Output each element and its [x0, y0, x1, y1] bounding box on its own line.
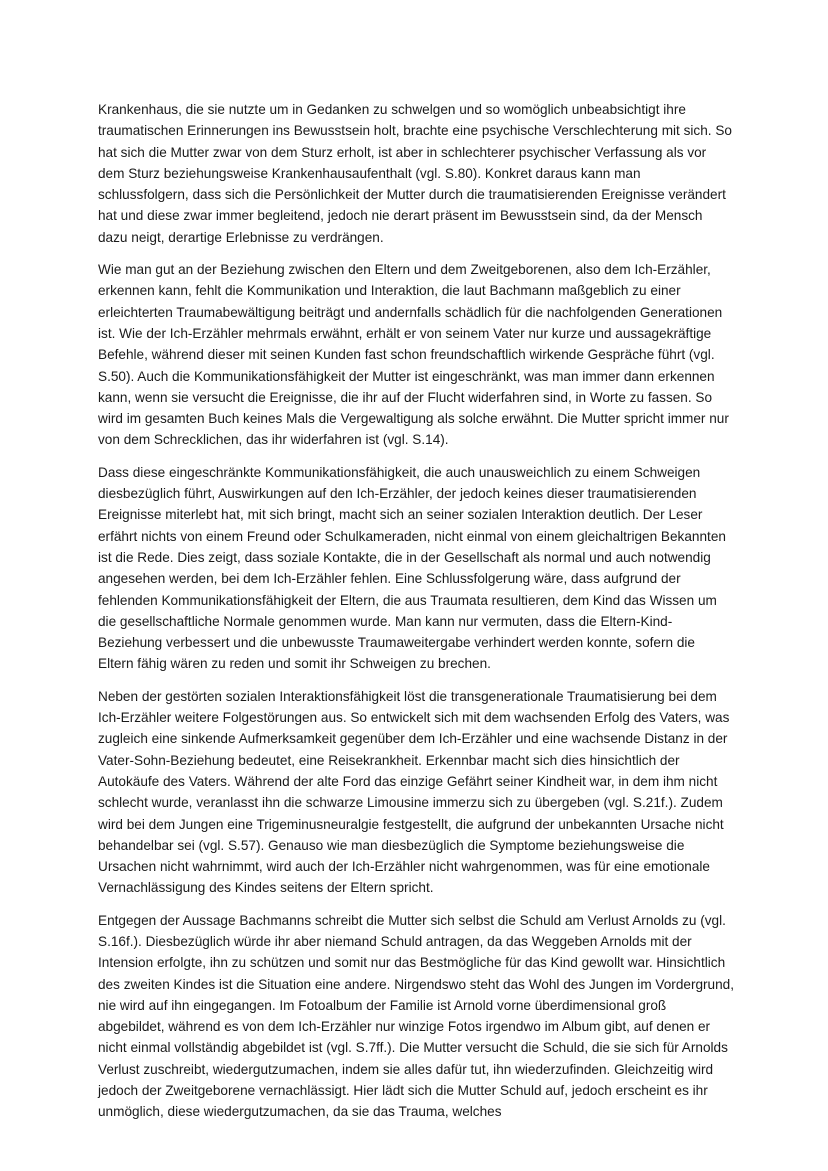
paragraph-5: Entgegen der Aussage Bachmanns schreibt die Mutter sich selbst die Schuld am Verlust Arnolds zu (vgl. S.16f.). Diesbezüglich würde ihr aber niemand Schuld antragen, da das Weggeben Arnolds mit der Intension erfolgte, ihn zu schützen und somit nur das Bestmögliche für das Kind gewollt war. Hinsichtlich des zweiten Kindes ist die Situation eine andere. Nirgendswo steht das Wohl des Jungen im Vordergrund, nie wird auf ihn eingegangen. Im Fotoalbum der Familie ist Arnold vorne überdimensional groß abgebildet, während es von dem Ich-Erzähler nur winzige Fotos irgendwo im Album gibt, auf denen er nicht einmal vollständig abgebildet ist (vgl. S.7ff.). Die Mutter versucht die Schuld, die sie sich für Arnolds Verlust zuschreibt, wiedergutzumachen, indem sie alles dafür tut, ihn wiederzufinden. Gleichzeitig wird jedoch der Zweitgeborene vernachlässigt. Hier lädt sich die Mutter Schuld auf, jedoch erscheint es ihr unmöglich, diese wiedergutzumachen, da sie das Trauma, welches [98, 912, 735, 1120]
paragraph-3: Dass diese eingeschränkte Kommunikationsfähigkeit, die auch unausweichlich zu einem Schweigen diesbezüglich führt, Auswirkungen auf den Ich-Erzähler, der jedoch keines dieser traumatisierenden Ereignisse miterlebt hat, mit sich bringt, macht sich an seiner sozialen Interaktion deutlich. Der Leser erfährt nichts von einem Freund oder Schulkameraden, nicht einmal von einem gleichaltrigen Bekannten ist die Rede. Dies zeigt, dass soziale Kontakte, die in der Gesellschaft als normal und auch notwendig angesehen werden, bei dem Ich-Erzähler fehlen. Eine Schlussfolgerung wäre, dass aufgrund der fehlenden Kommunikationsfähigkeit der Eltern, die aus Traumata resultieren, dem Kind das Wissen um die gesellschaftliche Normale genommen wurde. Man kann nur vermuten, dass die Eltern-Kind-Beziehung verbessert und die unbewusste Traumaweitergabe verhindert werden konnte, sofern die Eltern fähig wären zu reden und somit ihr Schweigen zu brechen. [98, 464, 726, 672]
paragraph-2: Wie man gut an der Beziehung zwischen den Eltern und dem Zweitgeborenen, also dem Ich-Erzähler, erkennen kann, fehlt die Kommunikation und Interaktion, die laut Bachmann maßgeblich zu einer erleichterten Traumabewältigung beiträgt und andernfalls schädlich für die nachfolgenden Generationen ist. Wie der Ich-Erzähler mehrmals erwähnt, erhält er von seinem Vater nur kurze und aussagekräftige Befehle, während dieser mit seinen Kunden fast schon freundschaftlich wirkende Gespräche führt (vgl. S.50). Auch die Kommunikationsfähigkeit der Mutter ist eingeschränkt, was man immer dann erkennen kann, wenn sie versucht die Ereignisse, die ihr auf der Flucht widerfahren sind, in Worte zu fassen. So wird im gesamten Buch keines Mals die Vergewaltigung als solche erwähnt. Die Mutter spricht immer nur von dem Schrecklichen, das ihr widerfahren ist (vgl. S.14). [98, 262, 729, 448]
paragraph-1: Krankenhaus, die sie nutzte um in Gedanken zu schwelgen und so womöglich unbeabsichtigt ihre traumatischen Erinnerungen ins Bewusstsein holt, brachte eine psychische Verschlechterung mit sich. So hat sich die Mutter zwar von dem Sturz erholt, ist aber in schlechterer psychischer Verfassung als vor dem Sturz beziehungsweise Krankenhausaufenthalt (vgl. S.80). Konkret daraus kann man schlussfolgern, dass sich die Persönlichkeit der Mutter durch die traumatisierenden Ereignisse verändert hat und diese zwar immer begleitend, jedoch nie derart präsent im Bewusstsein sind, da der Mensch dazu neigt, derartige Erlebnisse zu verdrängen. [98, 102, 732, 245]
paragraph-4: Neben der gestörten sozialen Interaktionsfähigkeit löst die transgenerationale Traumatisierung bei dem Ich-Erzähler weitere Folgestörungen aus. So entwickelt sich mit dem wachsenden Erfolg des Vaters, was zugleich eine sinkende Aufmerksamkeit gegenüber dem Ich-Erzähler und eine wachsende Distanz in der Vater-Sohn-Beziehung bedeutet, eine Reisekrankheit. Erkennbar macht sich dies hinsichtlich der Autokäufe des Vaters. Während der alte Ford das einzige Gefährt seiner Kindheit war, in dem ihm nicht schlecht wurde, veranlasst ihn die schwarze Limousine immerzu sich zu übergeben (vgl. S.21f.). Zudem wird bei dem Jungen eine Trigeminusneuralgie festgestellt, die aufgrund der unbekannten Ursache nicht behandelbar sei (vgl. S.57). Genauso wie man diesbezüglich die Symptome beziehungsweise die Ursachen nicht wahrnimmt, wird auch der Ich-Erzähler nicht wahrgenommen, was für eine emotionale Vernachlässigung des Kindes seitens der Eltern spricht. [98, 688, 730, 896]
document-page [98, 99, 734, 1134]
